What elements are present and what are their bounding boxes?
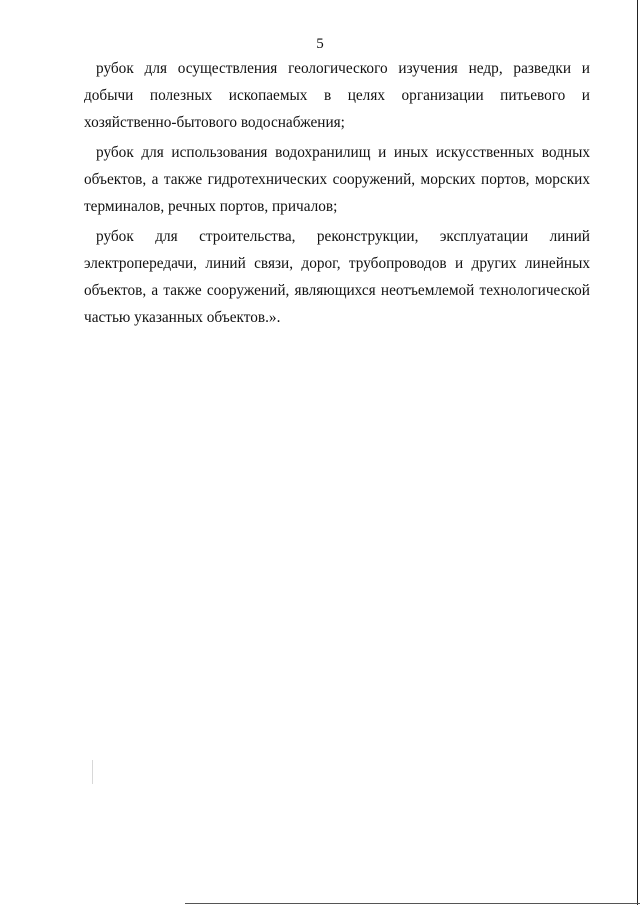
scan-edge-right [637,0,638,905]
paragraph-linear-objects: рубок для строительства, реконструкции, эксплуатации линий электропередачи, линий связи, дорог, трубопроводов и других линейных объектов, а также сооружений, являющихся неотъемлемой технологической частью указанных объектов.». [84,228,590,326]
scan-edge-bottom [185,903,640,904]
document-body [84,55,590,334]
page-number: 5 [316,36,324,52]
paragraph-water-bodies: рубок для использования водохранилищ и иных искусственных водных объектов, а также гидротехнических сооружений, морских портов, морских терминалов, речных портов, причалов; [84,144,590,215]
scan-speck [92,760,93,784]
paragraph-geological-survey: рубок для осуществления геологического изучения недр, разведки и добычи полезных ископаемых в целях организации питьевого и хозяйственно-бытового водоснабжения; [84,60,590,131]
